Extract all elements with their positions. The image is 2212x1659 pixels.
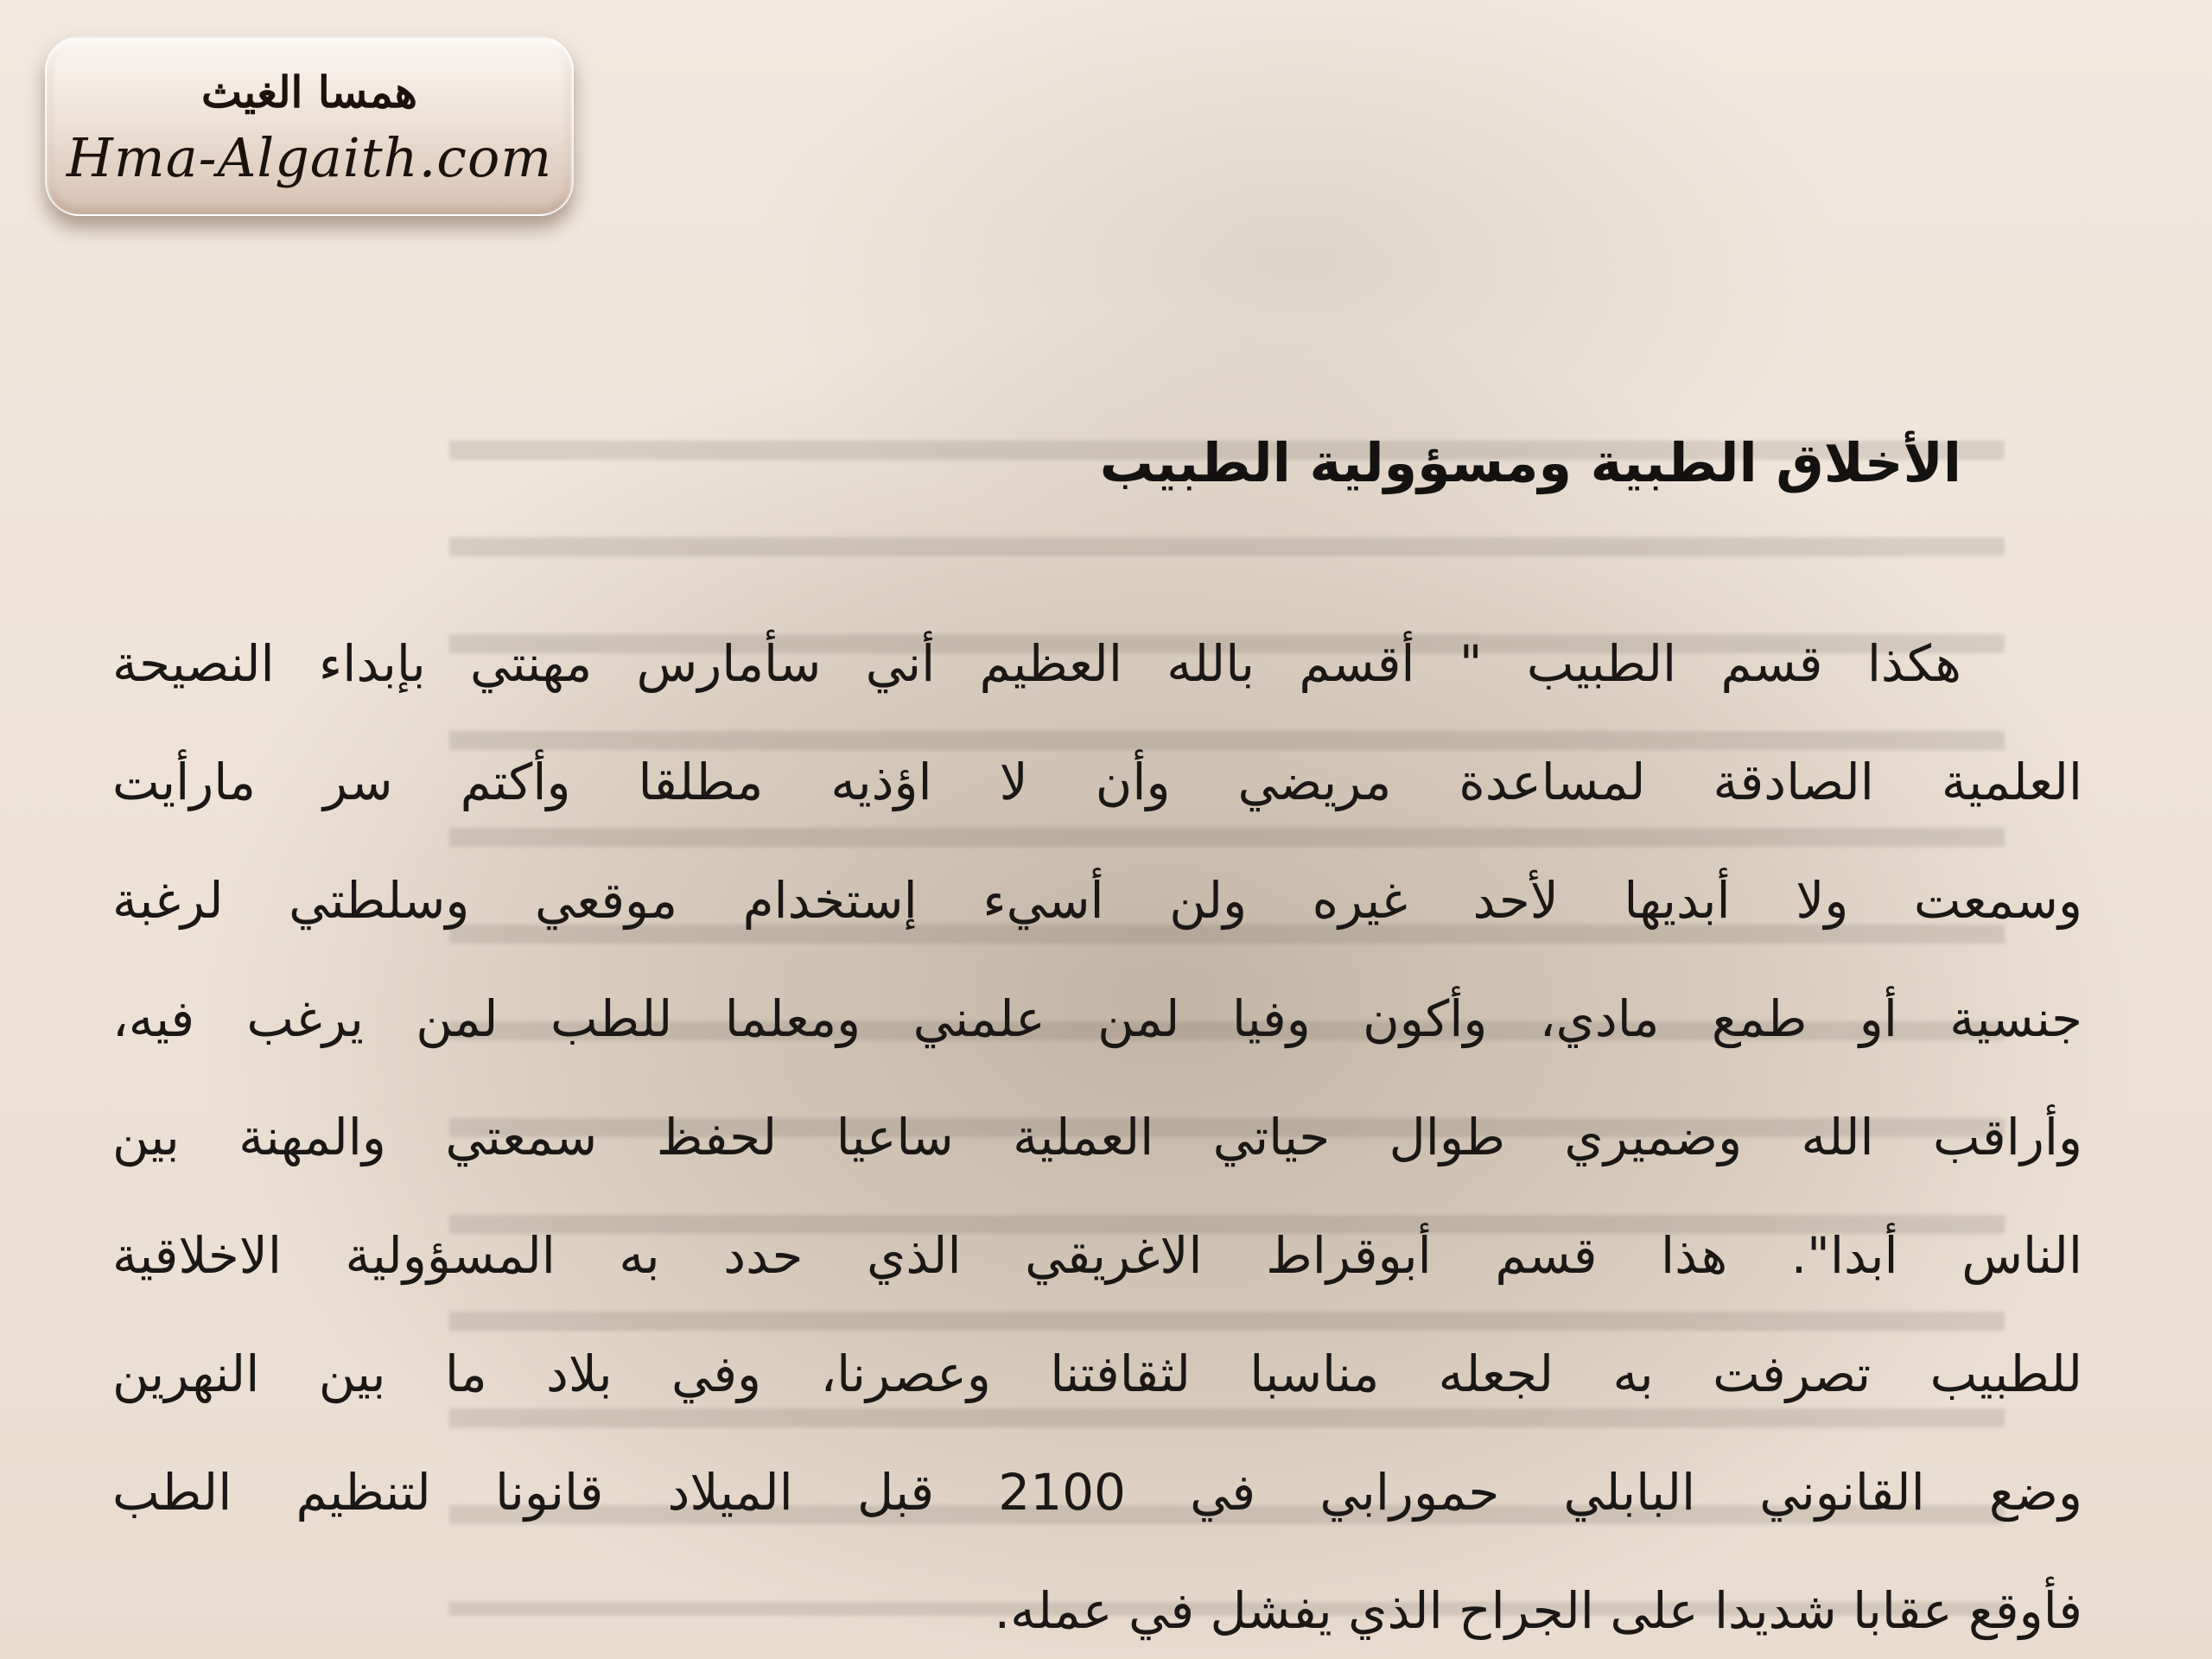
text-line: هكذا قسم الطبيب " أقسم بالله العظيم أني سأمارس مهنتي بإبداء النصيحة — [112, 634, 1961, 693]
text-line: وضع القانوني البابلي حمورابي في 2100 قبل الميلاد قانونا لتنظيم الطب — [112, 1463, 2082, 1522]
text-line: فأوقع عقابا شديدا على الجراح الذي يفشل في عمله. — [994, 1581, 2082, 1640]
section-heading: الأخلاق الطبية ومسؤولية الطبيب — [1099, 431, 1961, 494]
text-line: وسمعت ولا أبديها لأحد غيره ولن أسيء إستخدام موقعي وسلطتي لرغبة — [112, 871, 2082, 930]
text-line: الناس أبدا". هذا قسم أبوقراط الاغريقي الذي حدد به المسؤولية الاخلاقية — [112, 1226, 2082, 1285]
text-line: للطبيب تصرفت به لجعله مناسبا لثقافتنا وعصرنا، وفي بلاد ما بين النهرين — [112, 1344, 2082, 1403]
text-line: جنسية أو طمع مادي، وأكون وفيا لمن علمني ومعلما للطب لمن يرغب فيه، — [112, 989, 2082, 1048]
text-line: العلمية الصادقة لمساعدة مريضي وأن لا اؤذيه مطلقا وأكتم سر مارأيت — [112, 753, 2082, 811]
watermark-url: Hma-Algaith.com — [66, 126, 553, 189]
watermark-badge — [45, 36, 574, 216]
text-line: وأراقب الله وضميري طوال حياتي العملية ساعيا لحفظ سمعتي والمهنة بين — [112, 1108, 2082, 1166]
watermark-arabic: همسا الغيث — [201, 67, 417, 118]
body-paragraph — [112, 605, 2082, 1659]
